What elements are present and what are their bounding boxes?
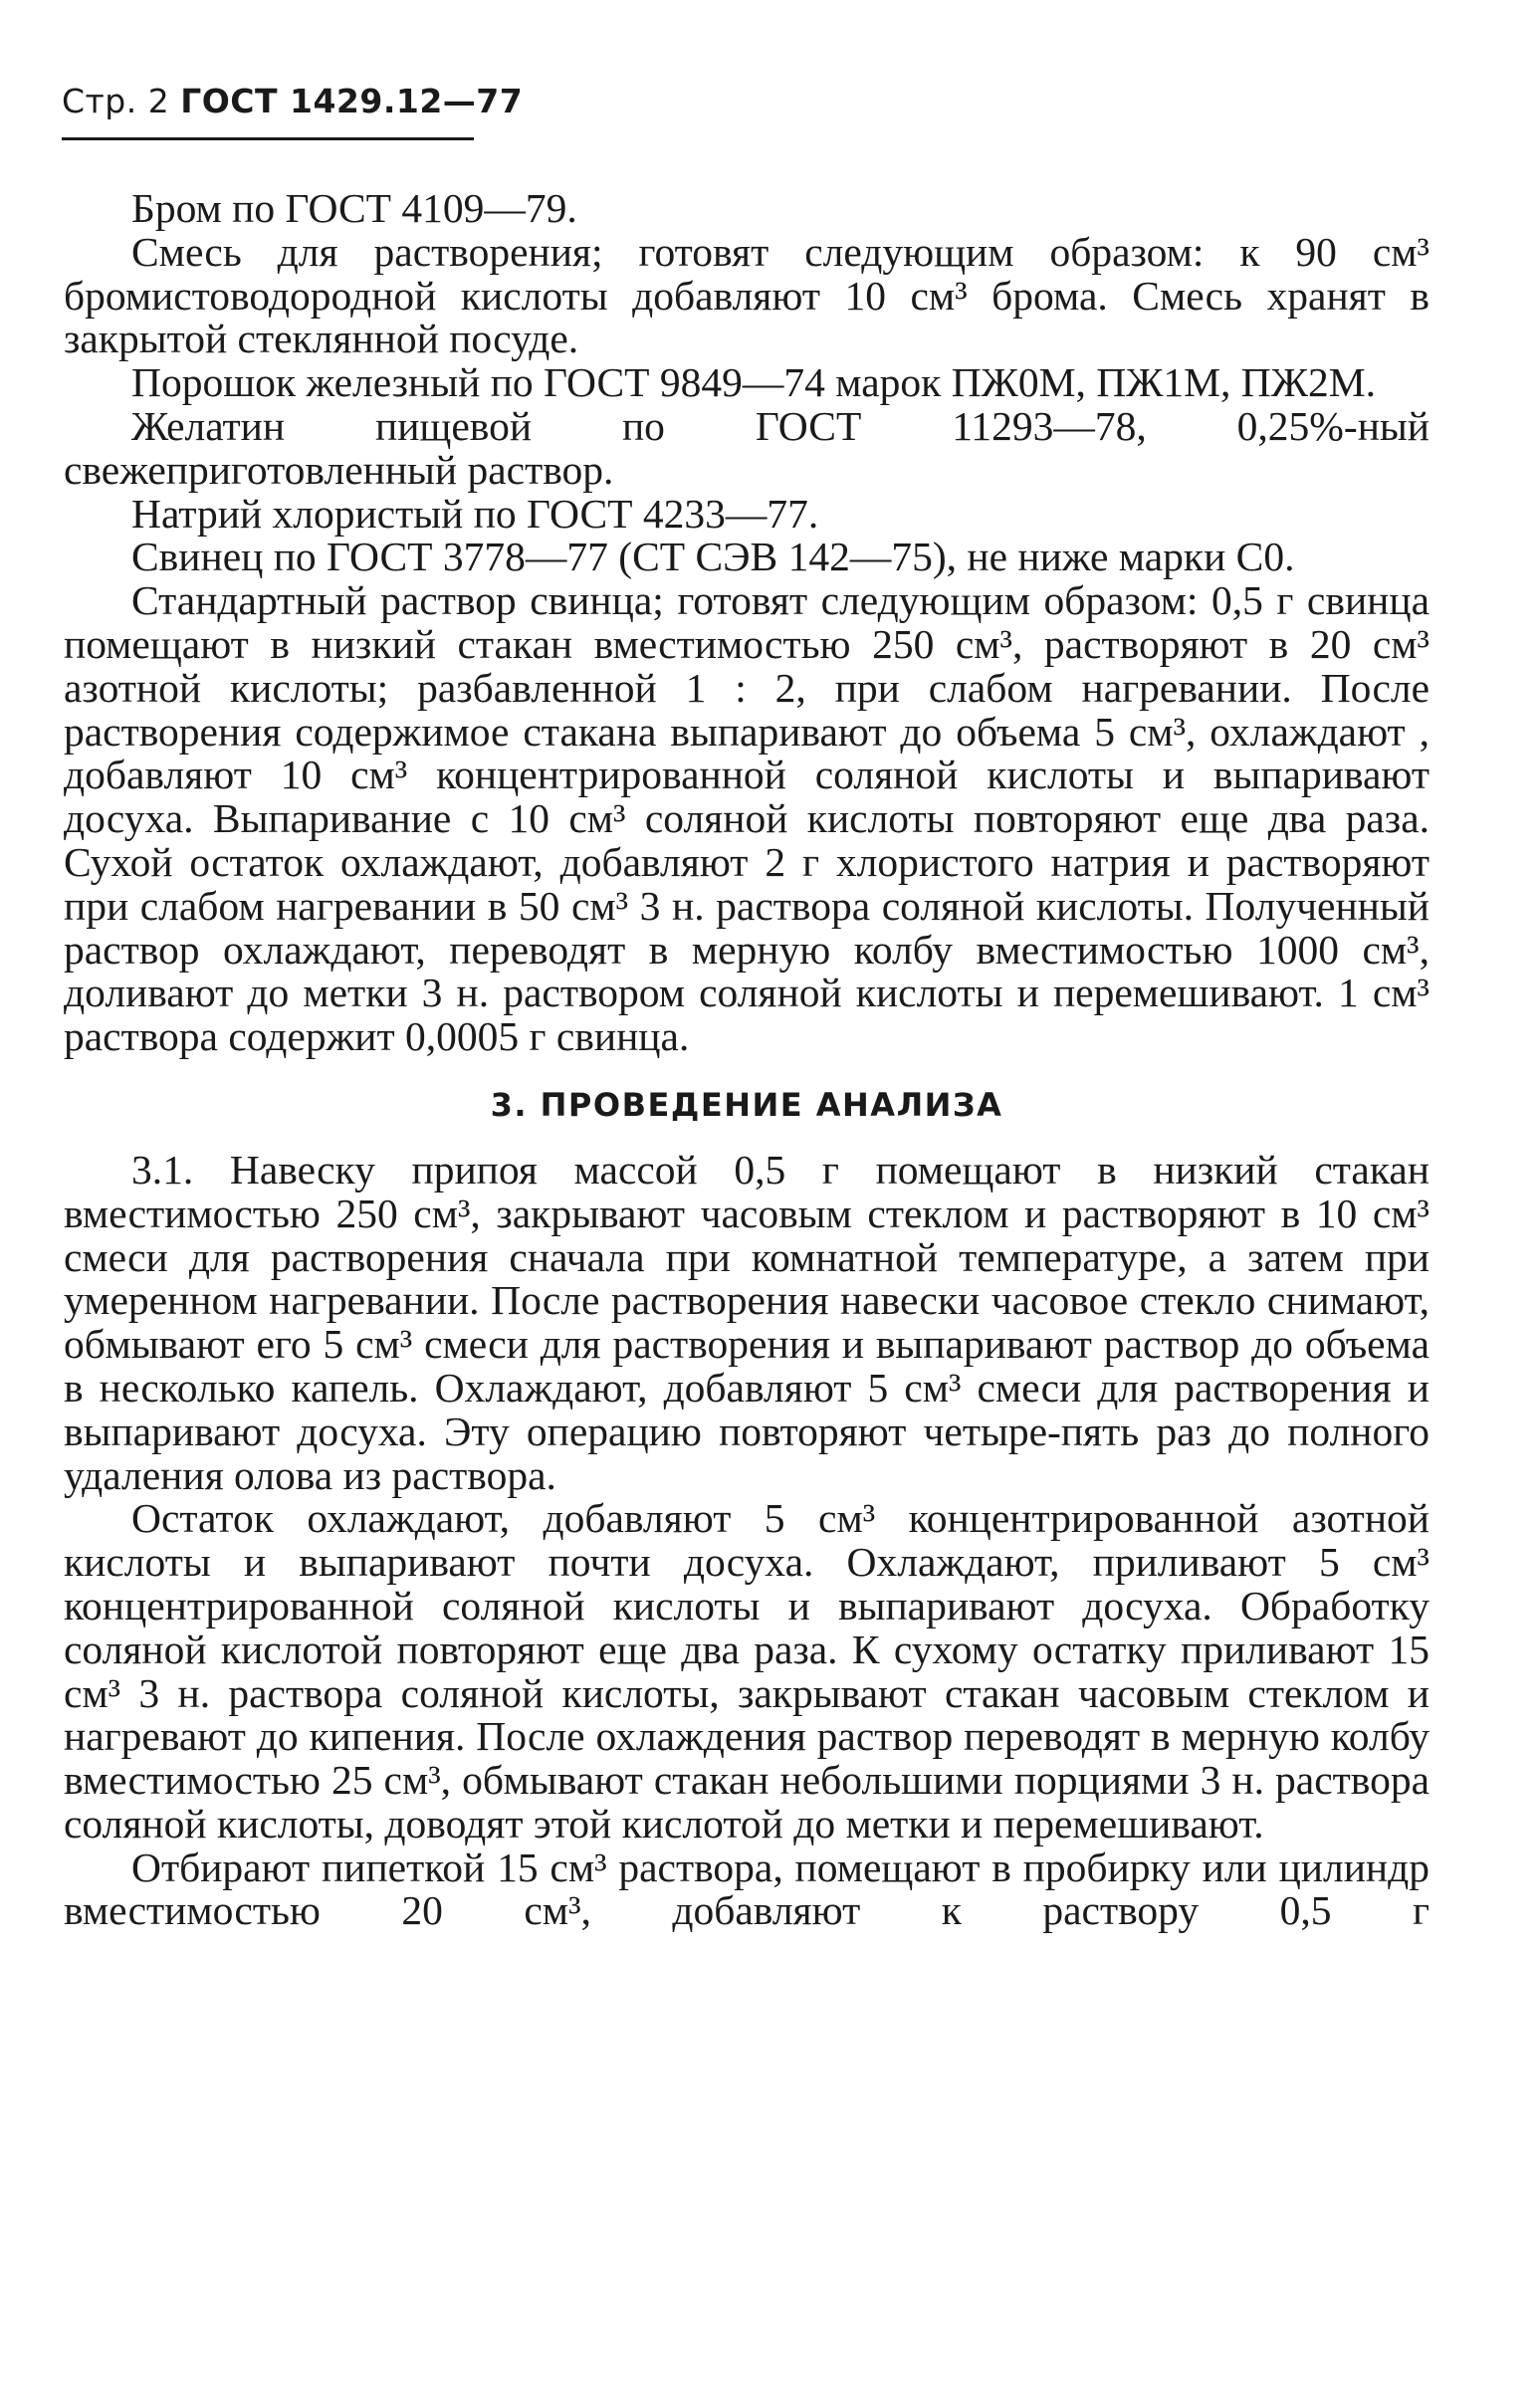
reagent-lead: Свинец по ГОСТ 3778—77 (СТ СЭВ 142—75), не ниже марки С0. [131,534,1295,580]
document-body [64,187,1430,1933]
reagent-iron-powder: Порошок железный по ГОСТ 9849—74 марок ПЖ0М, ПЖ1М, ПЖ2М. [131,359,1376,406]
paragraph-3-1: 3.1. Навеску припоя массой 0,5 г помещают в низкий стакан вместимостью 250 см³, закрывают часовым стеклом и растворяют в 10 см³ смеси для растворения сначала при комнатной температуре, а затем при умеренном нагревании. После растворения навески часовое стекло снимают, обмывают его 5 см³ смеси для растворения и выпаривают раствор до объема в несколько капель. Охлаждают, добавляют 5 см³ смеси для растворения и выпаривают досуха. Эту операцию повторяют четыре-пять раз до полного удаления олова из раствора. [64,1146,1430,1498]
header-rule [62,137,474,140]
standard-code: ГОСТ 1429.12—77 [180,82,524,120]
reagent-lead-standard-solution: Стандартный раствор свинца; готовят следующим образом: 0,5 г свинца помещают в низкий стакан вместимостью 250 см³, растворяют в 20 см³ азотной кислоты; разбавленной 1 : 2, при слабом нагревании. После растворения содержимое стакана выпаривают до объема 5 см³, охлаждают , добавляют 10 см³ концентрированной соляной кислоты и выпаривают досуха. Выпаривание с 10 см³ соляной кислоты повторяют еще два раза. Сухой остаток охлаждают, добавляют 2 г хлористого натрия и растворяют при слабом нагревании в 50 см³ 3 н. раствора соляной кислоты. Полученный раствор охлаждают, переводят в мерную колбу вместимостью 1000 см³, доливают до метки 3 н. раствором соляной кислоты и перемешивают. 1 см³ раствора содержит 0,0005 г свинца. [64,577,1430,1060]
paragraph-residue: Остаток охлаждают, добавляют 5 см³ концентрированной азотной кислоты и выпаривают почти досуха. Охлаждают, приливают 5 см³ концентрированной соляной кислоты и выпаривают досуха. Обработку соляной кислотой повторяют еще два раза. К сухому остатку приливают 15 см³ 3 н. раствора соляной кислоты, закрывают стакан часовым стеклом и нагревают до кипения. После охлаждения раствор переводят в мерную колбу вместимостью 25 см³, обмывают стакан небольшими порциями 3 н. раствора соляной кислоты, доводят этой кислотой до метки и перемешивают. [64,1495,1430,1846]
section-heading: 3. ПРОВЕДЕНИЕ АНАЛИЗА [490,1085,1003,1124]
reagent-sodium-chloride: Натрий хлористый по ГОСТ 4233—77. [131,490,819,537]
paragraph-pipette: Отбирают пипеткой 15 см³ раствора, помещают в пробирку или цилиндр вместимостью 20 см³, добавляют к раствору 0,5 г [64,1844,1430,1934]
reagent-gelatin: Желатин пищевой по ГОСТ 11293—78, 0,25%-ный свежеприготовленный раствор. [64,402,1430,493]
reagent-dissolving-mixture: Смесь для растворения; готовят следующим образом: к 90 см³ бромистоводородной кислоты добавляют 10 см³ брома. Смесь хранят в закрытой стеклянной посуде. [64,228,1430,362]
page-number: Стр. 2 [62,82,170,120]
page-header [62,82,523,120]
reagent-bromine: Бром по ГОСТ 4109—79. [131,185,577,231]
